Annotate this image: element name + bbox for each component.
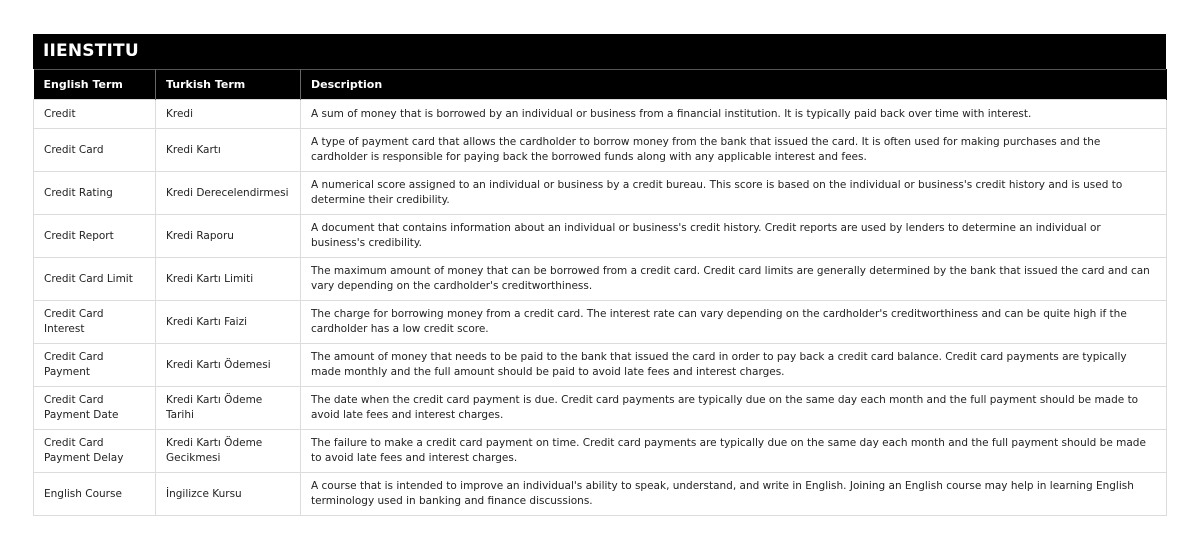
- description-cell: The date when the credit card payment is due. Credit card payments are typically due on the same day each month and the full payment should be made to avoid late fees and interest charges.: [301, 387, 1167, 430]
- turkish-term-cell: Kredi Raporu: [156, 215, 301, 258]
- header-turkish-term: Turkish Term: [156, 70, 301, 100]
- description-cell: A numerical score assigned to an individual or business by a credit bureau. This score is based on the individual or business's credit history and is used to determine their credibility.: [301, 172, 1167, 215]
- table-row: [34, 172, 1167, 215]
- description-cell: The charge for borrowing money from a credit card. The interest rate can vary depending on the cardholder's creditworthiness and can be quite high if the cardholder has a low credit score.: [301, 301, 1167, 344]
- table-row: [34, 387, 1167, 430]
- english-term-cell: Credit Card Payment: [34, 344, 156, 387]
- english-term-cell: Credit Card Limit: [34, 258, 156, 301]
- english-term-cell: Credit Report: [34, 215, 156, 258]
- description-cell: The failure to make a credit card payment on time. Credit card payments are typically due on the same day each month and the full payment should be made to avoid late fees and interest charges.: [301, 430, 1167, 473]
- table-row: [34, 129, 1167, 172]
- description-cell: A document that contains information about an individual or business's credit history. Credit reports are used by lenders to determine an individual or business's credibility.: [301, 215, 1167, 258]
- english-term-cell: Credit Rating: [34, 172, 156, 215]
- turkish-term-cell: Kredi Kartı Ödeme Tarihi: [156, 387, 301, 430]
- description-cell: A course that is intended to improve an individual's ability to speak, understand, and write in English. Joining an English course may help in learning English terminology used in banking and finance discussions.: [301, 473, 1167, 516]
- description-cell: The amount of money that needs to be paid to the bank that issued the card in order to pay back a credit card balance. Credit card payments are typically made monthly and the full amount should be paid to avoid late fees and interest charges.: [301, 344, 1167, 387]
- english-term-cell: Credit Card Payment Delay: [34, 430, 156, 473]
- table-row: [34, 258, 1167, 301]
- turkish-term-cell: Kredi: [156, 100, 301, 129]
- english-term-cell: Credit: [34, 100, 156, 129]
- turkish-term-cell: Kredi Kartı Faizi: [156, 301, 301, 344]
- turkish-term-cell: Kredi Kartı Limiti: [156, 258, 301, 301]
- description-cell: The maximum amount of money that can be borrowed from a credit card. Credit card limits are generally determined by the bank that issued the card and can vary depending on the cardholder's creditworthiness.: [301, 258, 1167, 301]
- turkish-term-cell: Kredi Kartı: [156, 129, 301, 172]
- turkish-term-cell: Kredi Derecelendirmesi: [156, 172, 301, 215]
- english-term-cell: Credit Card Payment Date: [34, 387, 156, 430]
- description-cell: A type of payment card that allows the cardholder to borrow money from the bank that issued the card. It is often used for making purchases and the cardholder is responsible for paying back the borrowed funds along with any applicable interest and fees.: [301, 129, 1167, 172]
- table-row: [34, 100, 1167, 129]
- table-row: [34, 430, 1167, 473]
- turkish-term-cell: Kredi Kartı Ödemesi: [156, 344, 301, 387]
- turkish-term-cell: İngilizce Kursu: [156, 473, 301, 516]
- english-term-cell: English Course: [34, 473, 156, 516]
- description-cell: A sum of money that is borrowed by an individual or business from a financial institution. It is typically paid back over time with interest.: [301, 100, 1167, 129]
- glossary-table: [33, 69, 1167, 516]
- english-term-cell: Credit Card Interest: [34, 301, 156, 344]
- table-header-row: [34, 70, 1167, 100]
- glossary-table-container: [33, 34, 1166, 516]
- brand-title: IIENSTITU: [33, 34, 1166, 69]
- table-row: [34, 301, 1167, 344]
- header-english-term: English Term: [34, 70, 156, 100]
- english-term-cell: Credit Card: [34, 129, 156, 172]
- header-description: Description: [301, 70, 1167, 100]
- table-row: [34, 473, 1167, 516]
- turkish-term-cell: Kredi Kartı Ödeme Gecikmesi: [156, 430, 301, 473]
- table-row: [34, 215, 1167, 258]
- table-row: [34, 344, 1167, 387]
